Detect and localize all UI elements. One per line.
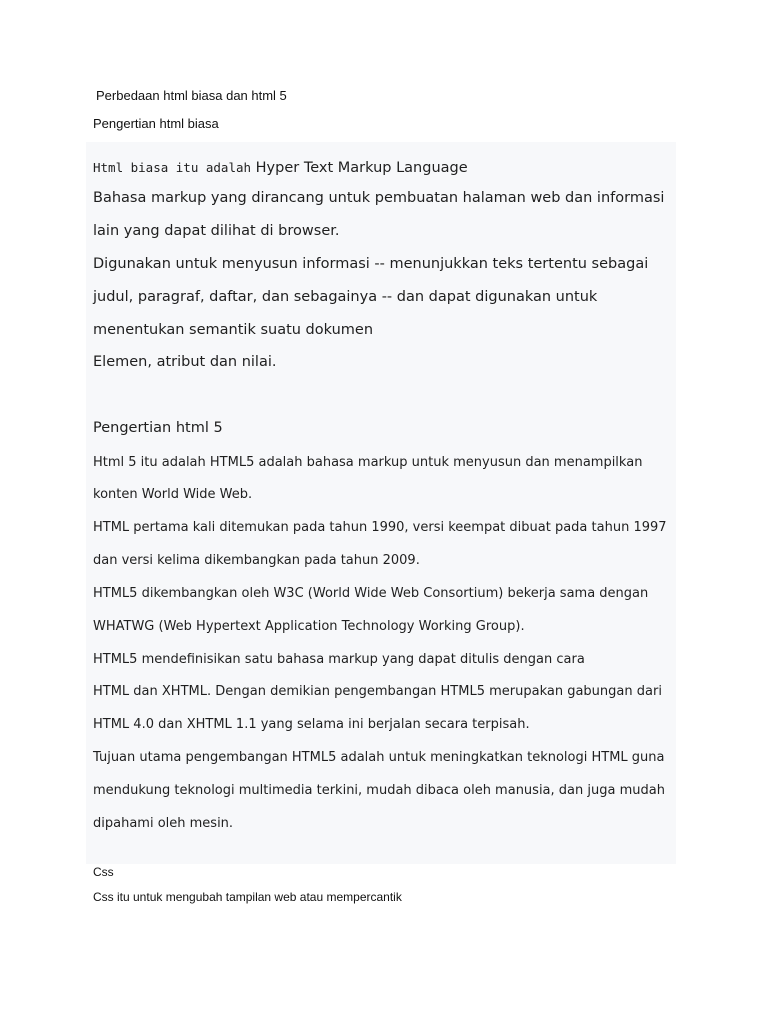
html5-line: Html 5 itu adalah HTML5 adalah bahasa markup untuk menyusun dan menampilkan (93, 455, 643, 470)
html-biasa-line: judul, paragraf, daftar, dan sebagainya -- dan dapat digunakan untuk (93, 289, 598, 305)
html-biasa-intro-mono: Html biasa itu adalah (93, 160, 252, 175)
html-biasa-line: menentukan semantik suatu dokumen (93, 322, 374, 338)
html5-line: HTML5 dikembangkan oleh W3C (World Wide Web Consortium) bekerja sama dengan (93, 586, 649, 601)
html-biasa-intro (93, 157, 468, 176)
section-heading-css: Css (93, 865, 114, 879)
html5-line: Tujuan utama pengembangan HTML5 adalah untuk meningkatkan teknologi HTML guna (93, 750, 665, 765)
document-title: Perbedaan html biasa dan html 5 (96, 88, 287, 103)
html5-line: konten World Wide Web. (93, 487, 253, 502)
html-biasa-intro-rest: Hyper Text Markup Language (251, 160, 468, 176)
section-heading-html5: Pengertian html 5 (93, 420, 223, 436)
html-biasa-line: Bahasa markup yang dirancang untuk pembuatan halaman web dan informasi (93, 190, 665, 206)
css-description: Css itu untuk mengubah tampilan web atau mempercantik (93, 890, 402, 904)
html5-line: HTML pertama kali ditemukan pada tahun 1990, versi keempat dibuat pada tahun 1997 (93, 520, 667, 535)
html-biasa-line: Elemen, atribut dan nilai. (93, 354, 277, 370)
section-heading-html-biasa: Pengertian html biasa (93, 116, 219, 131)
html5-line: HTML dan XHTML. Dengan demikian pengembangan HTML5 merupakan gabungan dari (93, 684, 662, 699)
html-biasa-line: Digunakan untuk menyusun informasi -- menunjukkan teks tertentu sebagai (93, 256, 649, 272)
html-biasa-line: lain yang dapat dilihat di browser. (93, 223, 340, 239)
html5-line: HTML5 mendefinisikan satu bahasa markup yang dapat ditulis dengan cara (93, 652, 585, 667)
html5-line: HTML 4.0 dan XHTML 1.1 yang selama ini berjalan secara terpisah. (93, 717, 530, 732)
html5-line: dipahami oleh mesin. (93, 816, 234, 831)
html5-line: dan versi kelima dikembangkan pada tahun 2009. (93, 553, 420, 568)
html5-line: WHATWG (Web Hypertext Application Technology Working Group). (93, 619, 525, 634)
html5-line: mendukung teknologi multimedia terkini, mudah dibaca oleh manusia, dan juga mudah (93, 783, 665, 798)
